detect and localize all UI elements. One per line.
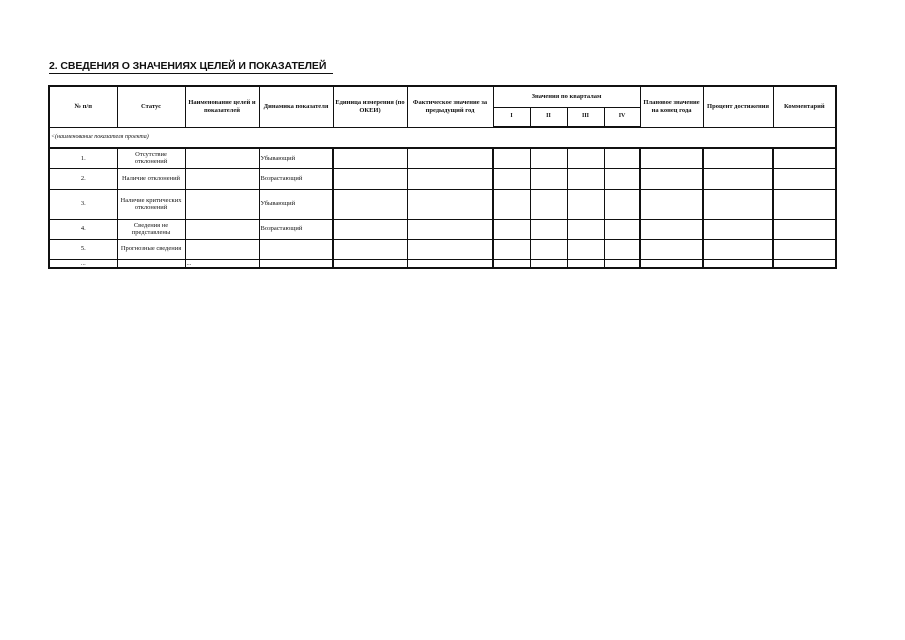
cell-planned [640, 168, 703, 189]
cell-percent [703, 148, 773, 168]
cell-unit [333, 189, 407, 219]
table-row [49, 239, 836, 259]
row-status: Прогнозные сведения [117, 239, 185, 259]
cell-percent [703, 168, 773, 189]
indicators-table [48, 85, 837, 269]
cell-unit [333, 259, 407, 268]
header-q4: IV [604, 107, 640, 127]
cell-unit [333, 239, 407, 259]
cell-unit [333, 219, 407, 239]
cell-comment [773, 148, 836, 168]
header-q2: II [530, 107, 567, 127]
row-status: Сведения не представлены [117, 219, 185, 239]
cell-actual-prev [407, 189, 493, 219]
header-actual-prev: Фактическое значение за предыдущий год [407, 86, 493, 127]
cell-q2 [530, 239, 567, 259]
section-title: 2. СВЕДЕНИЯ О ЗНАЧЕНИЯХ ЦЕЛЕЙ И ПОКАЗАТЕЛЕЙ [49, 60, 333, 74]
cell-planned [640, 219, 703, 239]
cell-q1 [493, 189, 530, 219]
header-dynamics: Динамика показателя [259, 86, 333, 127]
table-row [49, 148, 836, 168]
cell-q2 [530, 148, 567, 168]
cell-q2 [530, 168, 567, 189]
cell-q3 [567, 148, 604, 168]
cell-q1 [493, 148, 530, 168]
row-dynamics: Убывающий [259, 148, 333, 168]
header-percent: Процент достижения [703, 86, 773, 127]
cell-q3 [567, 168, 604, 189]
row-goal-name [185, 189, 259, 219]
cell-planned [640, 189, 703, 219]
row-num: 2. [49, 168, 117, 189]
cell-q3 [567, 219, 604, 239]
row-goal-name [185, 148, 259, 168]
row-dynamics [259, 259, 333, 268]
cell-q4 [604, 239, 640, 259]
cell-q4 [604, 189, 640, 219]
cell-percent [703, 219, 773, 239]
cell-percent [703, 239, 773, 259]
cell-planned [640, 239, 703, 259]
header-num: № п/п [49, 86, 117, 127]
cell-q3 [567, 259, 604, 268]
cell-actual-prev [407, 239, 493, 259]
table-row [49, 168, 836, 189]
cell-planned [640, 148, 703, 168]
cell-unit [333, 168, 407, 189]
header-q3: III [567, 107, 604, 127]
row-num: 1. [49, 148, 117, 168]
header-q1: I [493, 107, 530, 127]
row-dynamics: Возрастающий [259, 168, 333, 189]
cell-q4 [604, 148, 640, 168]
table-row [49, 259, 836, 268]
row-num: 3. [49, 189, 117, 219]
header-quarters-group: Значения по кварталам [493, 86, 640, 107]
table-row [49, 219, 836, 239]
cell-percent [703, 189, 773, 219]
cell-actual-prev [407, 259, 493, 268]
indicator-placeholder: <(наименование показателя проекта) [49, 127, 836, 148]
cell-comment [773, 219, 836, 239]
header-comment: Комментарий [773, 86, 836, 127]
header-unit: Единица измерения (по ОКЕИ) [333, 86, 407, 127]
row-dynamics: Возрастающий [259, 219, 333, 239]
cell-actual-prev [407, 148, 493, 168]
cell-comment [773, 168, 836, 189]
table-row [49, 189, 836, 219]
row-status: Отсутствие отклонений [117, 148, 185, 168]
row-dynamics [259, 239, 333, 259]
cell-comment [773, 259, 836, 268]
header-status: Статус [117, 86, 185, 127]
cell-q4 [604, 259, 640, 268]
cell-q1 [493, 219, 530, 239]
row-num: 4. [49, 219, 117, 239]
cell-comment [773, 239, 836, 259]
row-goal-name [185, 239, 259, 259]
row-dynamics: Убывающий [259, 189, 333, 219]
row-num: ... [49, 259, 117, 268]
cell-q3 [567, 239, 604, 259]
cell-q2 [530, 219, 567, 239]
row-status: Наличие отклонений [117, 168, 185, 189]
cell-q1 [493, 239, 530, 259]
header-goal-name: Наименование целей и показателей [185, 86, 259, 127]
cell-q2 [530, 189, 567, 219]
cell-q3 [567, 189, 604, 219]
row-goal-name [185, 168, 259, 189]
row-goal-name: ... [185, 259, 259, 268]
cell-actual-prev [407, 219, 493, 239]
cell-q1 [493, 259, 530, 268]
cell-unit [333, 148, 407, 168]
row-num: 5. [49, 239, 117, 259]
cell-q4 [604, 168, 640, 189]
cell-q2 [530, 259, 567, 268]
row-status [117, 259, 185, 268]
cell-q4 [604, 219, 640, 239]
cell-q1 [493, 168, 530, 189]
row-status: Наличие критических отклонений [117, 189, 185, 219]
cell-actual-prev [407, 168, 493, 189]
cell-percent [703, 259, 773, 268]
row-goal-name [185, 219, 259, 239]
header-planned: Плановое значение на конец года [640, 86, 703, 127]
cell-comment [773, 189, 836, 219]
cell-planned [640, 259, 703, 268]
